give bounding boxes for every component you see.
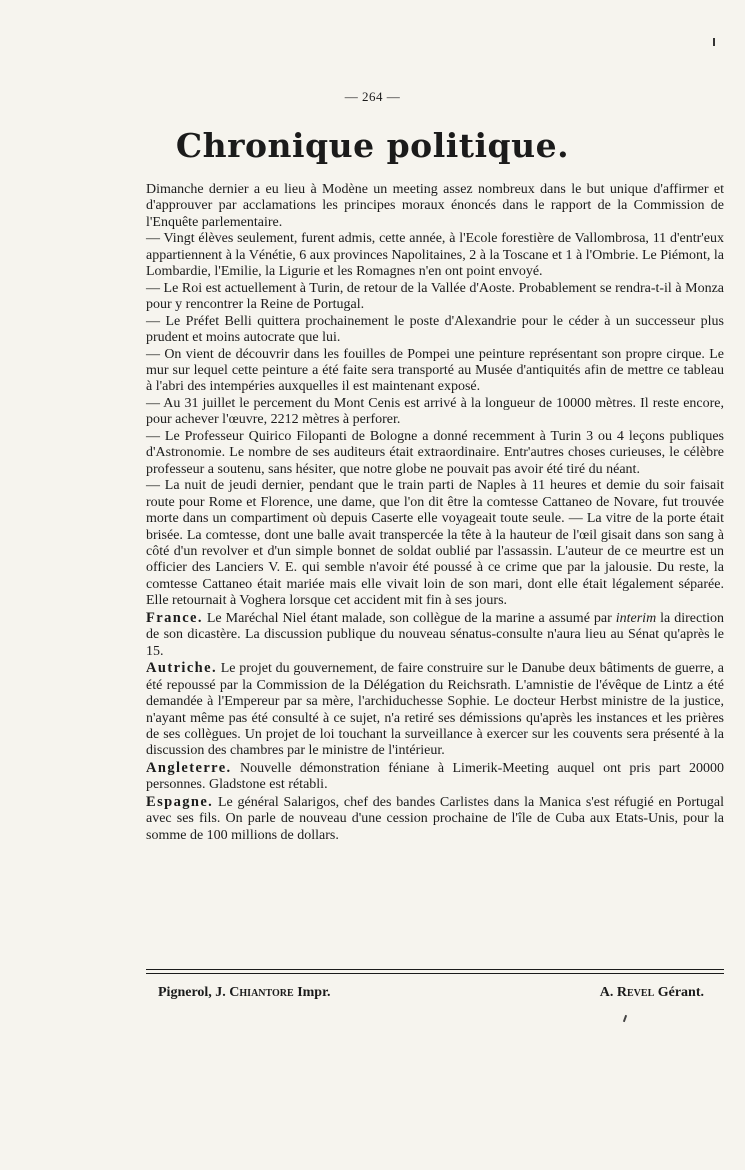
section-text: Le projet du gouvernement, de faire construire sur le Danube deux bâtiments de guerre, a été repoussé par la Commission de la Délégation du Reichsrath. L'amnistie de l'évêque de Lintz a été demandée à l'Empereur par sa mère, l'archiduchesse Sophie. Le docteur Herbst ministre de la justice, n'ayant même pas été consulté à ce sujet, n'a retiré ses démissions qu'après les instances et les prières de ses collègues. Un projet de loi touchant la surveillance à exercer sur les couvents sera présenté à la discussion des chambres par le ministre de l'intérieur. bbox=[146, 661, 724, 759]
ink-mark bbox=[713, 38, 715, 46]
section-autriche bbox=[146, 660, 724, 760]
footer-rule bbox=[146, 969, 724, 970]
paragraph: — Vingt élèves seulement, furent admis, cette année, à l'Ecole forestière de Vallombrosa, 11 d'entr'eux appartiennent à la Vénétie, 6 aux provinces Napolitaines, 2 à la Toscane et 1 à l'Ombrie. Le Piémont, la Lombardie, l'Emilie, la Ligurie et les Romagnes n'en ont point envoyé. bbox=[146, 231, 724, 280]
manager-credit bbox=[600, 985, 704, 1001]
printer-credit bbox=[158, 985, 331, 1001]
paragraph: — La nuit de jeudi dernier, pendant que le train parti de Naples à 11 heures et demie du soir faisait route pour Rome et Florence, une dame, que l'on dit être la comtesse Cattaneo de Novare, fut trouvée morte dans un compartiment où depuis Caserte elle voyageait toute seule. — La vitre de la porte était brisée. La comtesse, dont une balle avait transpercée la tête à la hauteur de l'œil gisait dans son sang à côté d'un revolver et d'un simple bonnet de soldat oublié par l'assassin. L'auteur de ce meurtre est un officier des Lanciers V. E. qui semble n'avoir été poussé à ce crime que par la jalousie. Du reste, la comtesse Cattaneo était mariée mais elle vivait loin de son mari, dont elle était légalement séparée. Elle retournait à Voghera lorsque cet accident mit fin à ses jours. bbox=[146, 478, 724, 609]
section-angleterre bbox=[146, 760, 724, 794]
paragraph: — Au 31 juillet le percement du Mont Cenis est arrivé à la longueur de 10000 mètres. Il reste encore, pour achever l'œuvre, 2212 mètres à perforer. bbox=[146, 395, 724, 428]
section-text: la direction de son dicastère. La discussion publique du nouveau sénatus-consulte n'aura lieu au Sénat qu'après le 15. bbox=[146, 610, 724, 659]
section-heading: Autriche. bbox=[146, 660, 217, 677]
paragraph: — Le Professeur Quirico Filopanti de Bologne a donné recemment à Turin 3 ou 4 leçons publiques d'Astronomie. Le nombre de ses auditeurs était extraordinaire. Entr'autres choses curieuses, le célèbre professeur a soutenu, sans hésiter, que notre globe ne pouvait pas avoir été tiré du néant. bbox=[146, 428, 724, 477]
article-body bbox=[146, 182, 724, 844]
paragraph: — On vient de découvrir dans les fouilles de Pompei une peinture représentant son propre cirque. Le mur sur lequel cette peinture a été faite sera transporté au Musée d'antiquités afin de mettre ce tableau à l'abri des intempéries auxquelles il est maintenant exposé. bbox=[146, 346, 724, 395]
section-france bbox=[146, 610, 724, 660]
ink-mark bbox=[623, 1015, 627, 1022]
section-text: Nouvelle démonstration fénianе à Limerik-Meeting auquel ont pris part 20000 personnes. Gladstone est rétabli. bbox=[146, 760, 724, 793]
section-espagne bbox=[146, 794, 724, 844]
paragraph: — Le Roi est actuellement à Turin, de retour de la Vallée d'Aoste. Probablement se rendra-t-il à Monza pour y rencontrer la Reine de Portugal. bbox=[146, 280, 724, 313]
manager-prefix: A. bbox=[599, 985, 617, 1000]
section-italic: interim bbox=[615, 610, 657, 626]
page-number: — 264 — bbox=[344, 89, 401, 104]
printer-suffix: Impr. bbox=[293, 985, 331, 1000]
printer-prefix: Pignerol, J. bbox=[158, 985, 230, 1000]
paragraph: Dimanche dernier a eu lieu à Modène un meeting assez nombreux dans le but unique d'affirmer et d'approuver par acclamations les principes moraux énoncés dans le rapport de la Commission de l'Enquête parlementaire. bbox=[146, 182, 724, 230]
section-heading: Espagne. bbox=[146, 793, 214, 810]
manager-name: Revel bbox=[616, 985, 655, 1000]
page-title: Chronique politique. bbox=[175, 126, 570, 165]
section-heading: Angleterre. bbox=[146, 759, 232, 776]
section-heading: France. bbox=[146, 609, 203, 626]
printer-name: Chiantore bbox=[229, 985, 294, 1000]
paragraph: — Le Préfet Belli quittera prochainement le poste d'Alexandrie pour le céder à un successeur plus prudent et moins autocrate que lui. bbox=[146, 313, 724, 346]
section-text: Le général Salarigos, chef des bandes Carlistes dans la Manica s'est réfugié en Portugal avec ses fils. On parle de nouveau d'une cession prochaine de l'île de Cuba aux Etats-Unis, pour la somme de 100 millions de dollars. bbox=[146, 794, 724, 843]
section-text: Le Maréchal Niel étant malade, son collègue de la marine a assumé par bbox=[202, 610, 616, 626]
manager-suffix: Gérant. bbox=[654, 985, 704, 1000]
footer-rule-thin bbox=[146, 973, 724, 974]
